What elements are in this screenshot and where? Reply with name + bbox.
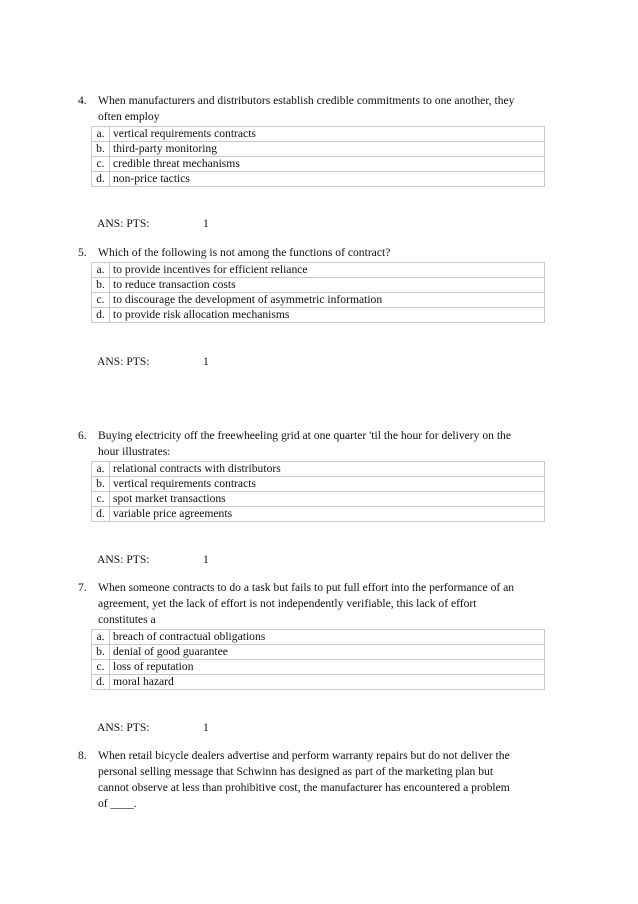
option-row [92,263,545,278]
option-row [92,630,545,645]
option-text: relational contracts with distributors [110,462,545,477]
question-number: 8. [78,749,87,762]
options-table [91,461,545,522]
option-text: third-party monitoring [110,142,545,157]
question-line: cannot observe at less than prohibitive cost, the manufacturer has encountered a problem [98,781,510,794]
options-table [91,629,545,690]
options-table [91,126,545,187]
option-row [92,308,545,323]
option-text: credible threat mechanisms [110,157,545,172]
question-7 [78,580,558,690]
question-line: When someone contracts to do a task but fails to put full effort into the performance of an [98,581,515,594]
option-row [92,157,545,172]
option-text: vertical requirements contracts [110,127,545,142]
option-row [92,645,545,660]
question-line: often employ [98,110,160,123]
option-text: to provide incentives for efficient reliance [110,263,545,278]
question-line: hour illustrates: [98,445,171,458]
option-letter: c. [92,293,110,308]
question-text [98,748,558,812]
question-line: Buying electricity off the freewheeling grid at one quarter 'til the hour for delivery on the [98,429,511,442]
option-row [92,462,545,477]
option-letter: c. [92,492,110,507]
option-letter: d. [92,308,110,323]
option-text: vertical requirements contracts [110,477,545,492]
option-row [92,278,545,293]
question-number: 6. [78,429,87,442]
option-text: denial of good guarantee [110,645,545,660]
question-8 [78,748,558,812]
question-5 [78,245,558,323]
option-row [92,675,545,690]
option-text: to provide risk allocation mechanisms [110,308,545,323]
option-letter: a. [92,462,110,477]
question-line: When manufacturers and distributors establish credible commitments to one another, they [98,94,515,107]
option-letter: d. [92,172,110,187]
pts-value: 1 [203,217,209,230]
question-text [98,245,558,261]
answer-line-6 [97,552,209,568]
option-letter: b. [92,278,110,293]
option-letter: a. [92,630,110,645]
option-letter: b. [92,142,110,157]
question-line: Which of the following is not among the functions of contract? [98,246,391,259]
option-letter: c. [92,157,110,172]
option-row [92,142,545,157]
question-line: constitutes a [98,613,156,626]
option-row [92,507,545,522]
option-text: to reduce transaction costs [110,278,545,293]
option-letter: d. [92,507,110,522]
option-text: non-price tactics [110,172,545,187]
question-line: personal selling message that Schwinn has designed as part of the marketing plan but [98,765,494,778]
question-4 [78,93,558,187]
answer-line-4 [97,216,209,232]
option-letter: b. [92,477,110,492]
option-letter: a. [92,263,110,278]
option-letter: c. [92,660,110,675]
pts-value: 1 [203,721,209,734]
question-number: 7. [78,581,87,594]
answer-line-5 [97,354,209,370]
ans-label: ANS: PTS: [97,553,150,566]
question-line: agreement, yet the lack of effort is not independently verifiable, this lack of effort [98,597,477,610]
pts-value: 1 [203,553,209,566]
question-line: When retail bicycle dealers advertise and perform warranty repairs but do not deliver the [98,749,510,762]
option-text: moral hazard [110,675,545,690]
option-row [92,127,545,142]
ans-label: ANS: PTS: [97,721,150,734]
question-number: 4. [78,94,87,107]
options-table [91,262,545,323]
option-text: spot market transactions [110,492,545,507]
option-letter: a. [92,127,110,142]
option-text: variable price agreements [110,507,545,522]
option-text: loss of reputation [110,660,545,675]
question-text [98,580,558,628]
question-line: of ____. [98,797,137,810]
question-6 [78,428,558,522]
option-text: breach of contractual obligations [110,630,545,645]
option-row [92,660,545,675]
question-number: 5. [78,246,87,259]
question-text [98,93,558,125]
option-text: to discourage the development of asymmetric information [110,293,545,308]
option-letter: d. [92,675,110,690]
pts-value: 1 [203,355,209,368]
ans-label: ANS: PTS: [97,217,150,230]
option-row [92,492,545,507]
option-row [92,172,545,187]
option-letter: b. [92,645,110,660]
answer-line-7 [97,720,209,736]
ans-label: ANS: PTS: [97,355,150,368]
option-row [92,293,545,308]
question-text [98,428,558,460]
option-row [92,477,545,492]
